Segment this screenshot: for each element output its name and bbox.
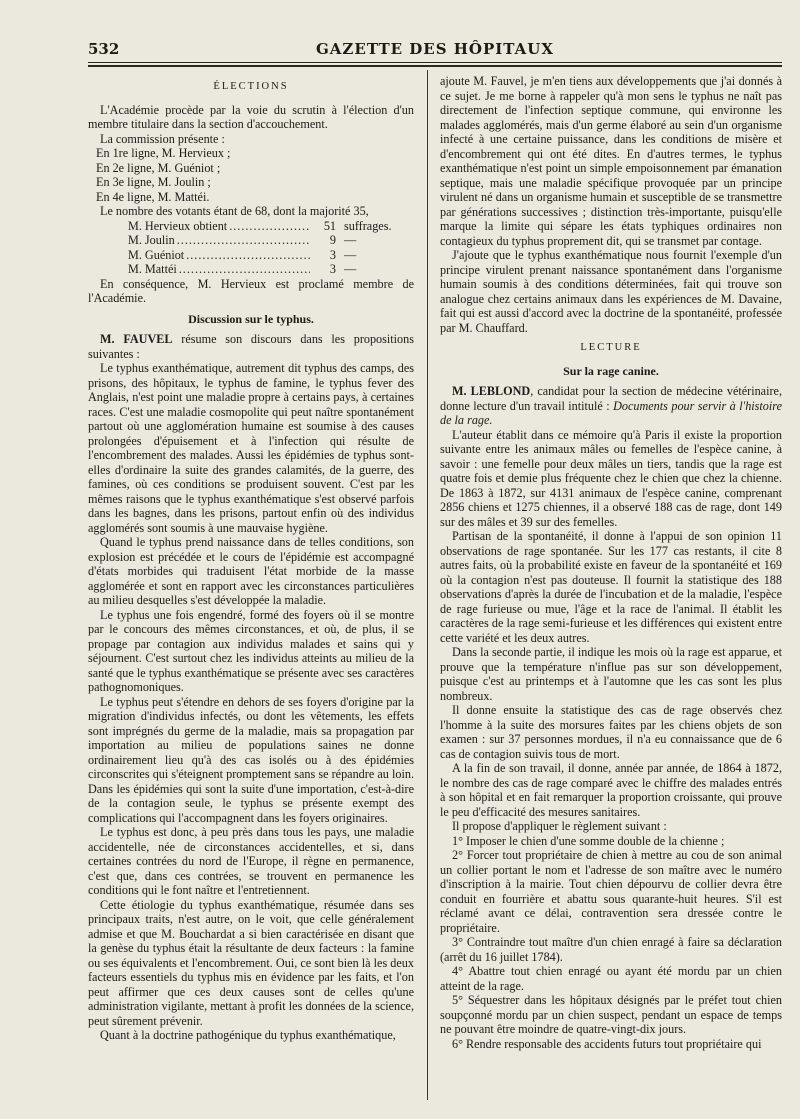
rule-item: 1° Imposer le chien d'une somme double de la chienne ; <box>452 833 725 848</box>
paragraph: Cette étiologie du typhus exanthématique, résumée dans ses principaux traits, n'est autre, on le voit, que celle généralement admise et que M. Bouchardat a si bien caractérisée en disant que la genèse du typhus était la résultante de deux facteurs : la famine ou ses équivalents et l'encombrement. Oui, ce sont bien là les deux facteurs essentiels du typhus mis en évidence par les faits, et l'on peut affirmer que ces deux causes sont de celles qu'une administration vigilante, mettant à profit les données de la science, peut sûrement prévenir. <box>88 897 414 1028</box>
rule-item: 4° Abattre tout chien enragé ou ayant été mordu par un chien atteint de la rage. <box>440 964 782 993</box>
candidate-item: En 1re ligne, M. Hervieux ; <box>96 146 231 160</box>
paragraph: La commission présente : <box>100 131 225 146</box>
subhead-rage: Sur la rage canine. <box>563 363 659 378</box>
page-header <box>88 36 782 62</box>
speaker-name: M. LEBLOND <box>452 384 531 398</box>
candidate-item: En 3e ligne, M. Joulin ; <box>96 175 211 189</box>
vote-name: M. Hervieux obtient <box>128 218 228 233</box>
paragraph: Dans la seconde partie, il indique les mois où la rage est apparue, et prouve que la température n'influe pas sur son développement, puisque c'est au printemps et à l'automne que les cas sont les plus nombreux. <box>440 645 782 703</box>
section-title-elections: ÉLECTIONS <box>213 81 289 92</box>
paragraph: A la fin de son travail, il donne, année par année, de 1864 à 1872, le nombre des cas de rage comparé avec le chiffre des malades entrés à son hôpital et en fait remarquer la proportion croissante, qui prouve le peu d'efficacité des mesures sanitaires. <box>440 761 782 819</box>
paragraph: Il donne ensuite la statistique des cas de rage observés chez l'homme à la suite des morsures faites par les chiens objets de son examen : sur 37 personnes mordues, il n'a eu connaissance que de 6 cas de contagion suivis tous de mort. <box>440 703 782 761</box>
paragraph: En conséquence, M. Hervieux est proclamé membre de l'Académie. <box>88 276 414 305</box>
candidate-item: En 2e ligne, M. Guéniot ; <box>96 160 221 175</box>
leader-dots <box>186 248 310 263</box>
speaker-text: , candidat pour la section de médecine vétérinaire, donne lecture d'un travail intitulé : <box>440 384 782 413</box>
work-title: Documents pour servir à l'histoire de la rage. <box>440 398 782 427</box>
paragraph: L'Académie procède par la voie du scrutin à l'élection d'un membre titulaire dans la section d'accouchement. <box>88 102 414 131</box>
paragraph: Le typhus une fois engendré, formé des foyers où il se montre par le concours des mêmes circonstances, et où, de plus, il se propage par contagion aux individus malades et sains qui y séjournent. C'est surtout chez les individus atteints au milieu de la santé que le typhus exanthématique se présente avec ses caractères pathognomoniques. <box>88 607 414 694</box>
leader-dots <box>179 262 310 277</box>
speaker-paragraph <box>440 384 782 428</box>
right-column <box>440 74 782 1051</box>
subhead-typhus: Discussion sur le typhus. <box>188 311 314 326</box>
column-divider <box>427 70 428 1100</box>
paragraph: J'ajoute que le typhus exanthématique nous fournit l'exemple d'un principe virulent prenant naissance spontanément dans l'organisme humain soumis à des conditions déterminées, fait qui trouve son analogue chez certains animaux dans les expériences de M. Davaine, fait qui est aussi d'accord avec la doctrine de la spontanéité, professée par M. Chauffard. <box>440 248 782 335</box>
vote-unit: — <box>344 262 357 276</box>
candidate-item: En 4e ligne, M. Mattéi. <box>96 189 210 204</box>
vote-count: 51 <box>323 218 336 233</box>
header-rule <box>88 62 782 63</box>
vote-row <box>88 233 414 248</box>
speaker-text: résume son discours dans les propositions suivantes : <box>88 332 414 361</box>
paragraph: Le nombre des votants étant de 68, dont la majorité 35, <box>100 204 369 218</box>
vote-row <box>88 262 414 277</box>
vote-row <box>88 219 414 234</box>
rule-item: 6° Rendre responsable des accidents futurs tout propriétaire qui <box>452 1036 762 1051</box>
rule-item: 2° Forcer tout propriétaire de chien à mettre au cou de son animal un collier portant le nom et l'adresse de son maître avec le numéro d'inscription à la mairie. Tout chien dépourvu de collier devra être conduit en fourrière et abattu sous quarante-huit heures. S'il est réclamé avant ce délai, contravention sera dressée contre le propriétaire. <box>440 848 782 935</box>
paragraph: Quant à la doctrine pathogénique du typhus exanthématique, <box>100 1028 396 1042</box>
vote-count: 3 <box>329 247 336 262</box>
leader-dots <box>177 233 310 248</box>
rule-item: 5° Séquestrer dans les hôpitaux désignés par le préfet tout chien soupçonné mordu par un chien suspect, pendant un espace de temps ne pouvant être moindre de quatre-vingt-dix jours. <box>440 993 782 1036</box>
paragraph: Partisan de la spontanéité, il donne à l'appui de son opinion 11 observations de rage spontanée. Sur les 177 cas restants, il cite 8 autres faits, où la probabilité existe en faveur de la spontanéité et 169 où la contagion n'est pas douteuse. Il fournit la statistique des 188 observations d'après la durée de l'incubation et de la maladie, l'espèce de rage furieuse ou mue, l'âge et la race de l'animal. Il établit les caractères de la rage semi-furieuse et les différences qui existent entre cette variété et les deux autres. <box>440 529 782 645</box>
vote-name: M. Guéniot <box>128 247 185 262</box>
paragraph: Le typhus exanthématique, autrement dit typhus des camps, des prisons, des hôpitaux, le typhus de famine, le typhus fever des Anglais, n'est point une maladie propre à certains pays, à certaines races. C'est une maladie cosmopolite qui peut naître spontanément partout où une agglomération humaine est soumise à des causes prolongées d'épuisement et à l'infection qui résulte de l'encombrement des malades. Aussi les épidémies de typhus sont-elles d'ordinaire la suite des grandes calamités, de la guerre, des famines, où ces conditions se produisent souvent. C'est par les mêmes raisons que le typhus exanthématique s'est observé parfois dans les bagnes, dans les prisons, partout enfin où des individus agglomérés sont soumis à une mauvaise hygiène. <box>88 361 414 535</box>
leader-dots <box>229 219 310 234</box>
vote-table <box>88 219 414 277</box>
left-column <box>88 74 414 1043</box>
speaker-paragraph <box>88 332 414 361</box>
paragraph: Il propose d'appliquer le règlement suivant : <box>452 819 667 833</box>
candidate-list <box>88 146 414 204</box>
journal-title: GAZETTE DES HÔPITAUX <box>315 40 554 58</box>
paragraph: L'auteur établit dans ce mémoire qu'à Paris il existe la proportion suivante entre les animaux mâles ou femelles de l'espèce canine, à savoir : une femelle pour deux mâles un tiers, tandis que la rage est quatre fois et demie plus fréquente chez le chien que chez la chienne. De 1863 à 1872, sur 4131 animaux de l'espèce canine, comprenant 2856 chiens et 1275 chiennes, il a observé 188 cas de rage, dont 149 sur des mâles et 39 sur des femelles. <box>440 427 782 529</box>
speaker-name: M. FAUVEL <box>100 332 173 346</box>
paragraph: Le typhus peut s'étendre en dehors de ses foyers d'origine par la migration d'individus infectés, ou dont les vêtements, les effets sont imprégnés du germe de la maladie, mais sa propagation par importation au milieu de populations saines ne donne ordinairement lieu qu'à des cas isolés ou à des épidémies circonscrites qui s'éteignent promptement sans se répandre au loin. Dans les épidémies qui sont la suite d'une importation, c'est-à-dire de la contagion seule, le typhus se présente exempt des complications qui l'accompagnent dans les foyers originaires. <box>88 694 414 825</box>
header-rule-thick <box>88 65 782 67</box>
vote-unit: — <box>344 247 357 262</box>
vote-row <box>88 248 414 263</box>
section-title-lecture: LECTURE <box>580 342 642 353</box>
vote-count: 3 <box>329 262 336 276</box>
vote-count: 9 <box>329 233 336 247</box>
vote-name: M. Joulin <box>128 233 175 247</box>
paragraph: ajoute M. Fauvel, je m'en tiens aux développements que j'ai donnés à ce sujet. Je me borne à rappeler qu'à mon sens le typhus ne naît pas directement de l'infection septique commune, qui environne les malades agglomérés, mais d'un germe élaboré au sein d'un organisme infecté à une certaine puissance, dans les conditions de misère et d'encombrement qui ont été dites. En d'autres termes, le typhus exanthématique n'est point un simple empoisonnement par émanation septique, mais une maladie spécifique provoquée par un principe virulent né dans un organisme humain et susceptible de se transmettre par générations successives ; distinction très-importante, puisqu'elle marque la limite qui sépare les états typhiques ordinaires non contagieux du typhus proprement dit, qui se transmet par contage. <box>440 74 782 248</box>
vote-unit: — <box>344 233 357 247</box>
vote-unit: suffrages. <box>344 218 392 233</box>
page-number: 532 <box>88 40 120 58</box>
vote-name: M. Mattéi <box>128 262 177 276</box>
paragraph: Quand le typhus prend naissance dans de telles conditions, son explosion est précédée et le cours de l'épidémie est accompagné d'états morbides qui traduisent l'état morbide de la masse agglomérée et sont en rapport avec les circonstances particulières au milieu desquelles s'est développée la maladie. <box>88 535 414 607</box>
rule-item: 3° Contraindre tout maître d'un chien enragé à faire sa déclaration (arrêt du 16 juillet 1784). <box>440 935 782 964</box>
paragraph: Le typhus est donc, à peu près dans tous les pays, une maladie accidentelle, née de circonstances accidentelles, et si, dans certaines contrées du nord de l'Europe, il règne en permanence, c'est que, dans ces contrées, se trouvent en permanence les conditions qui le font naître et l'entretiennent. <box>88 825 414 897</box>
